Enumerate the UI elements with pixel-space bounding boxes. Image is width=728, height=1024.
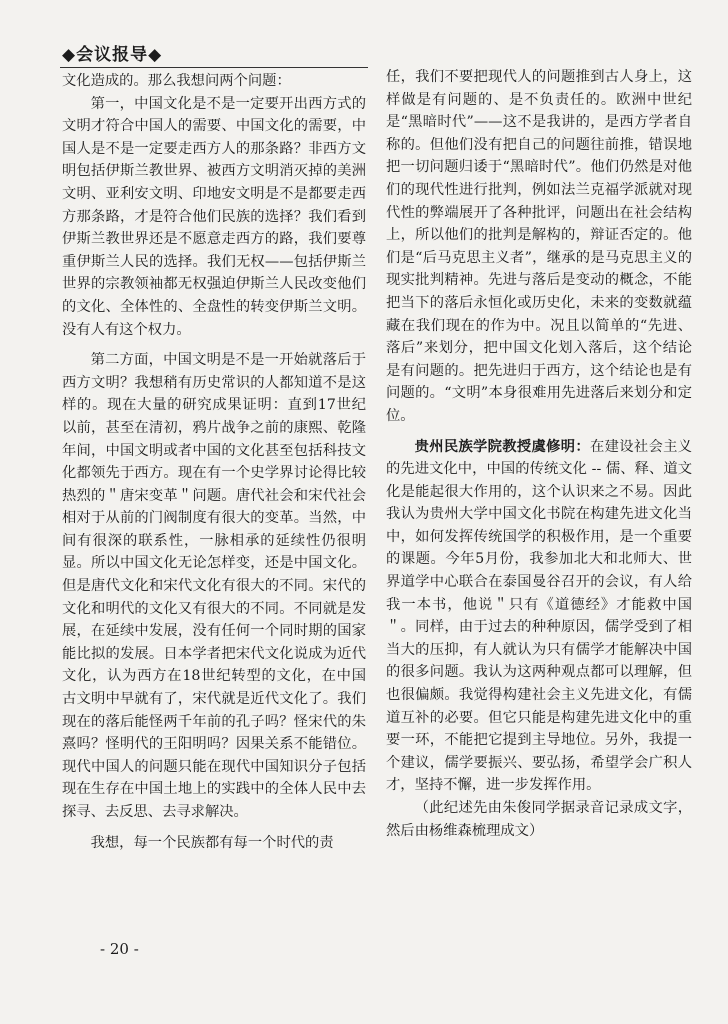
left-paragraph-3: 第二方面，中国文明是不是一开始就落后于西方文明？我想稍有历史常识的人都知道不是这样的。现在大量的研究成果证明：直到17世纪以前，甚至在清初，鸦片战争之前的康熙、乾隆年间，中国文明或者中国的文化甚至包括科技文化都领先于西方。现在有一个史学界讨论得比较热烈的＂唐宋变革＂问题。唐代社会和宋代社会相对于从前的门阀制度有很大的变革。当然，中间有很深的联系性，一脉相承的延续性仍很明显。所以中国文化无论怎样变，还是中国文化。但是唐代文化和宋代文化有很大的不同。宋代的文化和明代的文化又有很大的不同。不同就是发展，在延续中发展，没有任何一个同时期的国家能比拟的发展。日本学者把宋代文化说成为近代文化，认为西方在18世纪转型的文化，在中国古文明中早就有了，宋代就是近代文化了。我们现在的落后能怪两千年前的孔子吗？怪宋代的朱熹吗？怪明代的王阳明吗？因果关系不能错位。现代中国人的问题只能在现代中国知识分子包括现在生存在中国土地上的实践中的全体人民中去探寻、去反思、去寻求解决。 [62,352,366,820]
left-paragraph-4: 我想，每一个民族都有每一个时代的责 [90,834,334,851]
left-paragraph-1: 文化造成的。那么我想问两个问题： [62,73,291,89]
right-column [386,66,692,842]
header-rule [60,67,368,68]
speaker-remarks: 在建设社会主义的先进文化中，中国的传统文化 -- 儒、释、道文化是能起很大作用的，这个认识来之不易。因此我认为贵州大学中国文化书院在构建先进文化当中，如何发挥传统国学的积极作用，是一个重要的课题。今年5月份，我参加北大和北师大、世界道学中心联合在泰国曼谷召开的会议，有人给我一本书，他说＂只有《道德经》才能救中国＂。同样，由于过去的种种原因，儒学受到了相当大的压抑，有人就认为只有儒学才能解决中国的很多问题。我认为这两种观点都可以理解，但也很偏颇。我觉得构建社会主义先进文化，有儒道互补的必要。但它只能是构建先进文化中的重要一环，不能把它提到主导地位。另外，我提一个建议，儒学要振兴、要弘扬，希望学会广积人才，坚持不懈，进一步发挥作用。 [386,438,692,794]
section-header: ◆会议报导◆ [62,45,163,65]
speaker-name: 贵州民族学院教授虞修明： [414,438,590,455]
left-paragraph-2: 第一，中国文化是不是一定要开出西方式的文明才符合中国人的需要、中国文化的需要，中国人是不是一定要走西方人的那条路？非西方文明包括伊斯兰教世界、被西方文明消灭掉的美洲文明、亚利安文明、印地安文明是不是都要走西方那条路，才是符合他们民族的选择？我们看到伊斯兰教世界还是不愿意走西方的路，我们要尊重伊斯兰人民的选择。我们无权——包括伊斯兰世界的宗教领袖都无权强迫伊斯兰人民改变他们的文化、全体性的、全盘性的转变伊斯兰文明。没有人有这个权力。 [62,95,366,338]
right-paragraph-1: 任，我们不要把现代人的问题推到古人身上，这样做是有问题的、是不负责任的。欧洲中世纪是“黑暗时代”——这不是我讲的，是西方学者自称的。但他们没有把自己的问题往前推，错误地把一切问题归诿于“黑暗时代”。他们仍然是对他们的现代性进行批判，例如法兰克福学派就对现代性的弊端展开了各种批评，问题出在社会结构上，所以他们的批判是解构的，辩证否定的。他们是“后马克思主义者”，继承的是马克思主义的现实批判精神。先进与落后是变动的概念，不能把当下的落后永恒化或历史化，未来的变数就蕴藏在我们现在的作为中。况且以简单的“先进、落后”来划分，把中国文化划入落后，这个结论是有问题的。把先进归于西方，这个结论也是有问题的。“文明”本身很难用先进落后来划分和定位。 [386,69,692,424]
left-column [62,70,366,854]
page-number: - 20 - [100,940,139,958]
right-paragraph-2 [386,436,692,798]
editor-note: （此纪述先由朱俊同学据录音记录成文字，然后由杨维森梳理成文） [386,800,692,839]
